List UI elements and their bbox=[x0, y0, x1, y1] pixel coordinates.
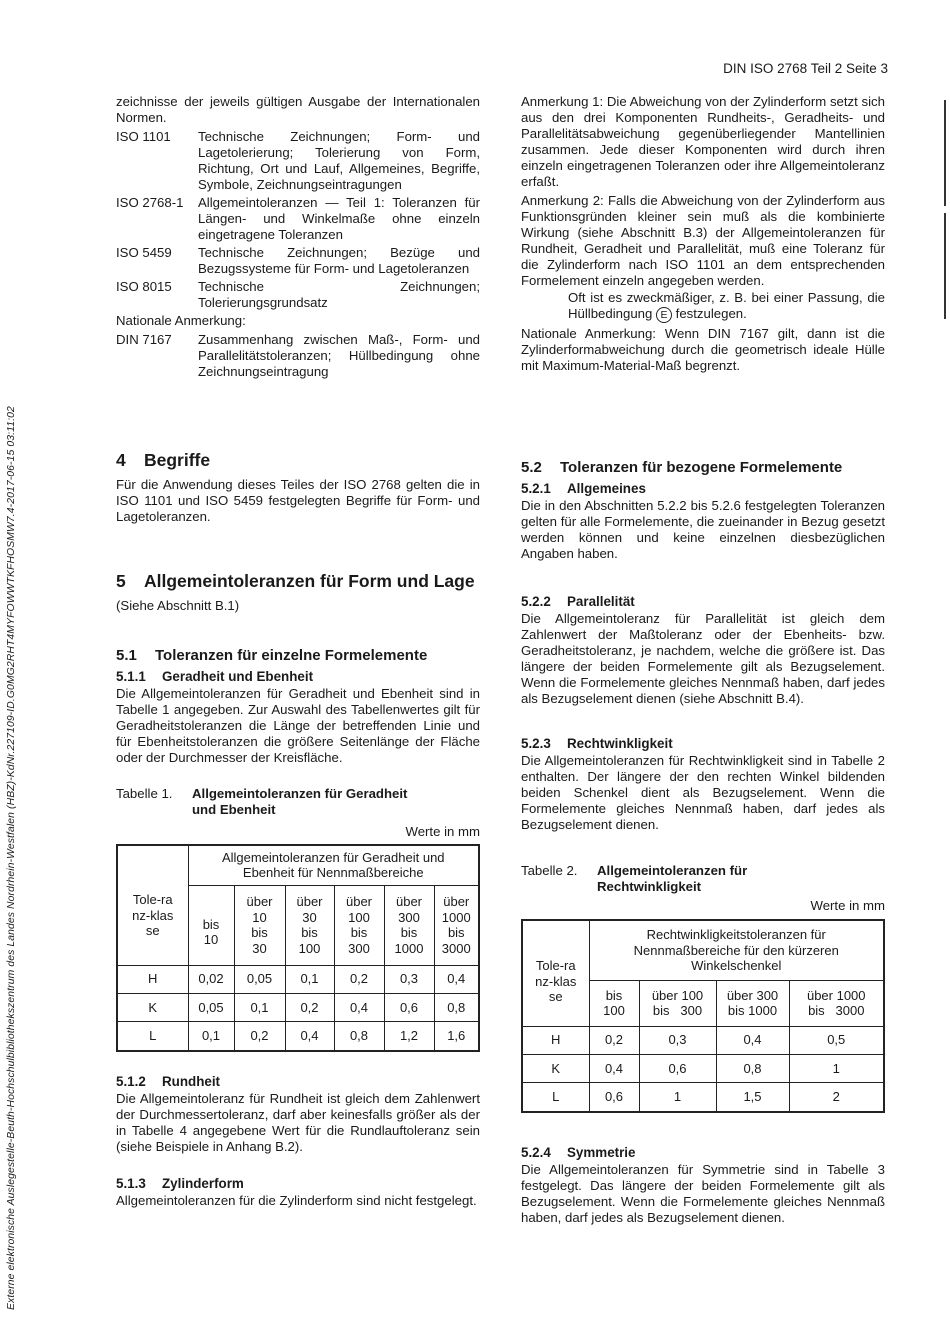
table-header-cell: bis 100 bbox=[589, 980, 639, 1026]
national-label: Nationale Anmerkung: bbox=[116, 313, 246, 328]
table-row: H 0,2 0,3 0,4 0,5 bbox=[522, 1026, 884, 1054]
subsection-heading: 5.1.2 Rundheit bbox=[116, 1074, 221, 1089]
section-text: Die in den Abschnitten 5.2.2 bis 5.2.6 festgelegten Toleranzen gelten für alle Formelemente, die zueinander in Bezug gesetzt werden können und keine einzelnen diesbezüglichen Angaben haben. bbox=[521, 498, 885, 561]
section-heading: 4 Begriffe bbox=[116, 450, 211, 470]
left-column bbox=[116, 94, 480, 382]
section-5-1-2 bbox=[116, 1074, 480, 1155]
section-5-2-2 bbox=[521, 594, 885, 707]
table-header-cell: über 10 bis 30 bbox=[234, 885, 285, 965]
table-row: K 0,4 0,6 0,8 1 bbox=[522, 1054, 884, 1082]
intro-text: zeichnisse der jeweils gültigen Ausgabe der Internationalen Normen. bbox=[116, 94, 480, 125]
table-row: H 0,02 0,05 0,1 0,2 0,3 0,4 bbox=[117, 965, 479, 993]
subsection-heading: 5.2.2 Parallelität bbox=[521, 594, 635, 609]
table-2 bbox=[521, 919, 885, 1113]
section-text: Allgemeintoleranzen für die Zylinderform sind nicht festgelegt. bbox=[116, 1193, 477, 1208]
table-unit: Werte in mm bbox=[405, 824, 480, 839]
subsection-heading: 5.2.1 Allgemeines bbox=[521, 481, 646, 496]
table-header-cell: bis 10 bbox=[188, 885, 234, 965]
section-5-1 bbox=[116, 647, 480, 766]
section-5 bbox=[116, 571, 480, 614]
note-2-extra: Oft ist es zweckmäßiger, z. B. bei einer Passung, die Hüllbedingung E festzulegen. bbox=[568, 290, 885, 321]
section-text: Die Allgemeintoleranzen für Symmetrie sind in Tabelle 3 festgelegt. Das längere der beiden Formelemente gilt als Bezugselement. Wenn die Formelemente gleiches Nennmaß haben, darf jedes als Bezugselement dienen. bbox=[521, 1162, 885, 1225]
table-header-cell: über 300 bis 1000 bbox=[384, 885, 434, 965]
subsection-heading: 5.1.3 Zylinderform bbox=[116, 1176, 244, 1191]
reference-item: ISO 1101 Technische Zeichnungen; Form- und Lagetolerierung; Tolerierung von Form, Richtung, Ort und Lauf, Allgemeines, Begriffe, Symbole, Zeichnungseintragungen bbox=[116, 129, 480, 192]
reference-item: ISO 2768-1 Allgemeintoleranzen — Teil 1: Toleranzen für Längen- und Winkelmaße ohne einzeln eingetragene Toleranzen bbox=[116, 195, 480, 242]
note-2: Anmerkung 2: Falls die Abweichung von der Zylinderform aus Funktionsgründen kleiner sein muß als die kombinierte Wirkung (siehe Abschnitt B.3) der Allgemeintoleranzen für Rundheit, Geradheit und Parallelität, muß eine Toleranz für die Zylinderform nach ISO 1101 an dem entsprechenden Formelement einzeln angegeben werden. bbox=[521, 193, 885, 288]
table-header-class: Tole-ranz-klasse bbox=[522, 920, 589, 1026]
section-text: (Siehe Abschnitt B.1) bbox=[116, 598, 240, 613]
table-header-cell: über 1000 bis 3000 bbox=[789, 980, 884, 1026]
change-bar bbox=[944, 100, 946, 206]
section-5-2-4 bbox=[521, 1145, 885, 1226]
section-5-1-3 bbox=[116, 1176, 480, 1209]
envelope-symbol: E bbox=[656, 307, 672, 323]
table-2-caption: Tabelle 2. Allgemeintoleranzen für Rechtwinkligkeit Werte in mm bbox=[521, 863, 885, 913]
table-1-caption: Tabelle 1. Allgemeintoleranzen für Geradheit und Ebenheit Werte in mm bbox=[116, 786, 480, 839]
table-header-cell: über 100 bis 300 bbox=[334, 885, 384, 965]
table-row: L 0,6 1 1,5 2 bbox=[522, 1083, 884, 1112]
section-text: Für die Anwendung dieses Teiles der ISO 2768 gelten die in ISO 1101 und ISO 5459 festgelegten Begriffe für Form- und Lagetoleranzen. bbox=[116, 477, 480, 524]
section-text: Die Allgemeintoleranzen für Rechtwinkligkeit sind in Tabelle 2 enthalten. Der längere der den rechten Winkel bildenden beiden Schenkel dient als Bezugselement. Wenn die Formelemente gleiches Nennmaß haben, darf jedes als Bezugselement dienen. bbox=[521, 753, 885, 832]
section-heading: 5.2 Toleranzen für bezogene Formelemente bbox=[521, 459, 843, 476]
table-1 bbox=[116, 844, 480, 1052]
table-header-group: Allgemeintoleranzen für Geradheit und Ebenheit für Nennmaßbereiche bbox=[188, 845, 479, 885]
table-header-cell: über 300 bis 1000 bbox=[716, 980, 789, 1026]
right-column-notes bbox=[521, 94, 885, 374]
table-header-cell: über 30 bis 100 bbox=[285, 885, 334, 965]
note-1: Anmerkung 1: Die Abweichung von der Zylinderform setzt sich aus den drei Komponenten Rundheits-, Geradheits- und Parallelitätsabweichung gegenüberliegender Mantellinien zusammen. Jede dieser Komponenten wird durch ihren einzeln eingetragenen Toleranzen oder ihre Allgemeintoleranz erfaßt. bbox=[521, 94, 885, 189]
subsection-heading: 5.1.1 Geradheit und Ebenheit bbox=[116, 669, 314, 684]
section-heading: 5.1 Toleranzen für einzelne Formelemente bbox=[116, 647, 428, 664]
reference-item: ISO 5459 Technische Zeichnungen; Bezüge und Bezugssysteme für Form- und Lagetoleranzen bbox=[116, 245, 480, 276]
change-bar bbox=[944, 213, 946, 319]
reference-item: ISO 8015 Technische Zeichnungen; Tolerierungsgrundsatz bbox=[116, 279, 480, 310]
section-heading: 5 Allgemeintoleranzen für Form und Lage bbox=[116, 571, 475, 591]
watermark-text: Externe elektronische Auslegestelle-Beuth-Hochschulbibliothekszentrum des Landes Nordrhein-Westfalen (HBZ)-KdNr.227109-ID.G0MG2RHT4MYFOWWTKFHOSMW7.4-2017-06-15 03:11:02 bbox=[6, 406, 17, 1310]
section-5-2-3 bbox=[521, 736, 885, 833]
section-text: Die Allgemeintoleranz für Rundheit ist gleich dem Zahlenwert der Durchmessertoleranz, darf aber keinesfalls größer als der in Tabelle 4 angegebene Wert für die Rundlauftoleranz sein (siehe Beispiele in Anhang B.2). bbox=[116, 1091, 480, 1154]
reference-list bbox=[116, 129, 480, 311]
table-row: K 0,05 0,1 0,2 0,4 0,6 0,8 bbox=[117, 993, 479, 1021]
section-text: Die Allgemeintoleranz für Parallelität ist gleich dem Zahlenwert der Maßtoleranz oder der Ebenheits- bzw. Geradheitstoleranz, je nachdem, welche die größere ist. Das längere der beiden Formelemente gilt als Bezugselement. Wenn die Formelemente gleiches Nennmaß haben, darf jedes als Bezugselement dienen (siehe Abschnitt B.4). bbox=[521, 611, 885, 706]
table-header-cell: über 100 bis 300 bbox=[639, 980, 716, 1026]
subsection-heading: 5.2.4 Symmetrie bbox=[521, 1145, 636, 1160]
table-header-group: Rechtwinkligkeitstoleranzen für Nennmaßbereiche für den kürzeren Winkelschenkel bbox=[589, 920, 884, 980]
section-text: Die Allgemeintoleranzen für Geradheit und Ebenheit sind in Tabelle 1 angegeben. Zur Auswahl des Tabellenwertes gilt für Geradheitstoleranzen die Länge der betreffenden Linie und für Ebenheitstoleranzen die größere Seitenlänge der Fläche oder der Durchmesser der Kreisfläche. bbox=[116, 686, 480, 765]
table-header-cell: über 1000 bis 3000 bbox=[434, 885, 479, 965]
table-row: L 0,1 0,2 0,4 0,8 1,2 1,6 bbox=[117, 1022, 479, 1051]
page-header: DIN ISO 2768 Teil 2 Seite 3 bbox=[723, 61, 888, 76]
reference-item: DIN 7167 Zusammenhang zwischen Maß-, Form- und Parallelitätstoleranzen; Hüllbedingung ohne Zeichnungseintragung bbox=[116, 332, 480, 379]
national-note: Nationale Anmerkung: Wenn DIN 7167 gilt, dann ist die Zylinderformabweichung durch die geometrisch ideale Hülle mit Maximum-Material-Maß begrenzt. bbox=[521, 325, 885, 373]
section-4 bbox=[116, 450, 480, 525]
table-header-class: Tole-ranz-klasse bbox=[117, 845, 188, 965]
subsection-heading: 5.2.3 Rechtwinkligkeit bbox=[521, 736, 673, 751]
section-5-2 bbox=[521, 459, 885, 562]
table-unit: Werte in mm bbox=[810, 898, 885, 913]
